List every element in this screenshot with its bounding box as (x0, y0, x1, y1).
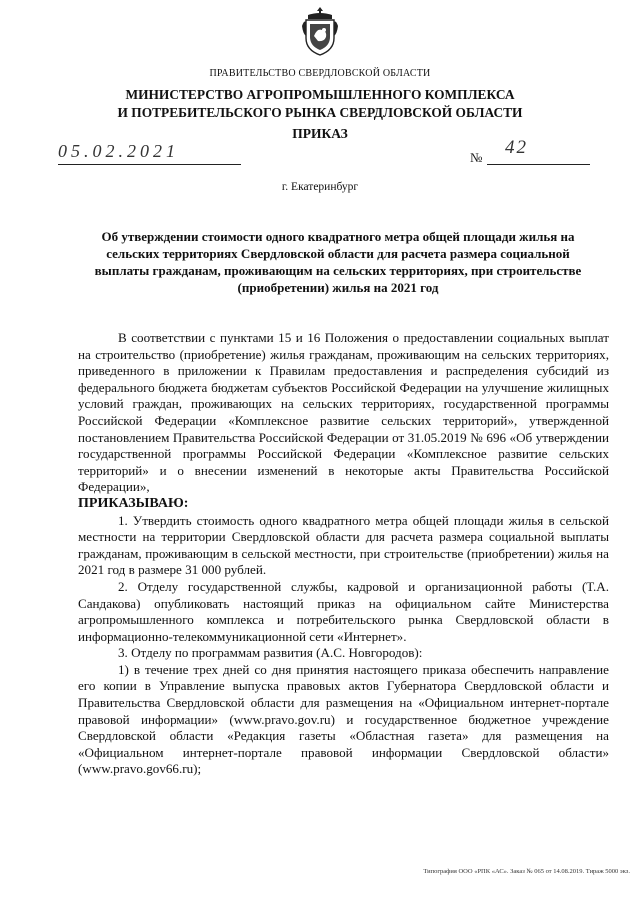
order-directive: ПРИКАЗЫВАЮ: (78, 495, 189, 511)
order-subject: Об утверждении стоимости одного квадратного метра общей площади жилья на сельских территориях Свердловской области для расчета размера социальной выплаты гражданам, проживающим на сельских территориях, при строительстве (приобретении) жилья на 2021 год (94, 229, 582, 295)
handwritten-number: 42 (505, 137, 528, 158)
order-item-2: 2. Отделу государственной службы, кадровой и организационной работы (Т.А. Сандакова) опубликовать настоящий приказ на официальном сайте Министерства агропромышленного комплекса и потребительского рынка Свердловской области в информационно-телекоммуникационной сети «Интернет». (78, 578, 609, 644)
order-item-1: 1. Утвердить стоимость одного квадратного метра общей площади жилья в сельской местности на территории Свердловской области для расчета размера социальной выплаты гражданам, проживающим в сельской местности, при строительстве (приобретении) жилья на 2021 год в размере 31 000 рублей. (78, 512, 609, 578)
government-name: ПРАВИТЕЛЬСТВО СВЕРДЛОВСКОЙ ОБЛАСТИ (209, 68, 431, 79)
city-name: г. Екатеринбург (281, 181, 359, 193)
handwritten-date: 05.02.2021 (58, 141, 179, 161)
order-item-3-1: 1) в течение трех дней со дня принятия настоящего приказа обеспечить направление его копии в Управление выпуска правовых актов Губернатора Свердловской области и Правительства Свердловской области для размещения на «Официальном интернет-портале правовой информации» (www.pravo.gov.ru) и государственное бюджетное учреждение Свердловской области «Редакция газеты «Областная газета» для размещения на «Официальном интернет-портале правовой информации Свердловской области» (www.pravo.gov66.ru); (78, 661, 609, 777)
order-item-3: 3. Отделу по программам развития (А.С. Новгородов): (118, 645, 423, 661)
coat-of-arms-icon (300, 6, 340, 56)
order-body (78, 330, 609, 778)
ministry-name-line1: МИНИСТЕРСТВО АГРОПРОМЫШЛЕННОГО КОМПЛЕКСА (125, 87, 515, 102)
document-type: ПРИКАЗ (292, 126, 348, 141)
ministry-name-line2: И ПОТРЕБИТЕЛЬСКОГО РЫНКА СВЕРДЛОВСКОЙ ОБЛАСТИ (117, 105, 523, 120)
number-label: № (470, 150, 483, 165)
ministry-name (0, 86, 640, 122)
date-underline (58, 164, 241, 165)
printer-footer: Типография ООО «РПК «АС». Заказ № 065 от 14.08.2019. Тираж 5000 экз. (423, 868, 630, 875)
preamble-paragraph: В соответствии с пунктами 15 и 16 Положения о предоставлении социальных выплат на строительство (приобретение) жилья гражданам, проживающим на сельских территориях, приведенного в приложении к Правилам предоставления и распределения субсидий из федерального бюджета бюджетам субъектов Российской Федерации на улучшение жилищных условий граждан, проживающих на сельских территориях, государственной программы Российской Федерации «Комплексное развитие сельских территорий», утвержденной постановлением Правительства Российской Федерации от 31.05.2019 № 696 «Об утверждении государственной программы Российской Федерации «Комплексное развитие сельских территорий» и о внесении изменений в некоторые акты Правительства Российской Федерации», (78, 330, 609, 495)
number-underline (487, 164, 590, 165)
